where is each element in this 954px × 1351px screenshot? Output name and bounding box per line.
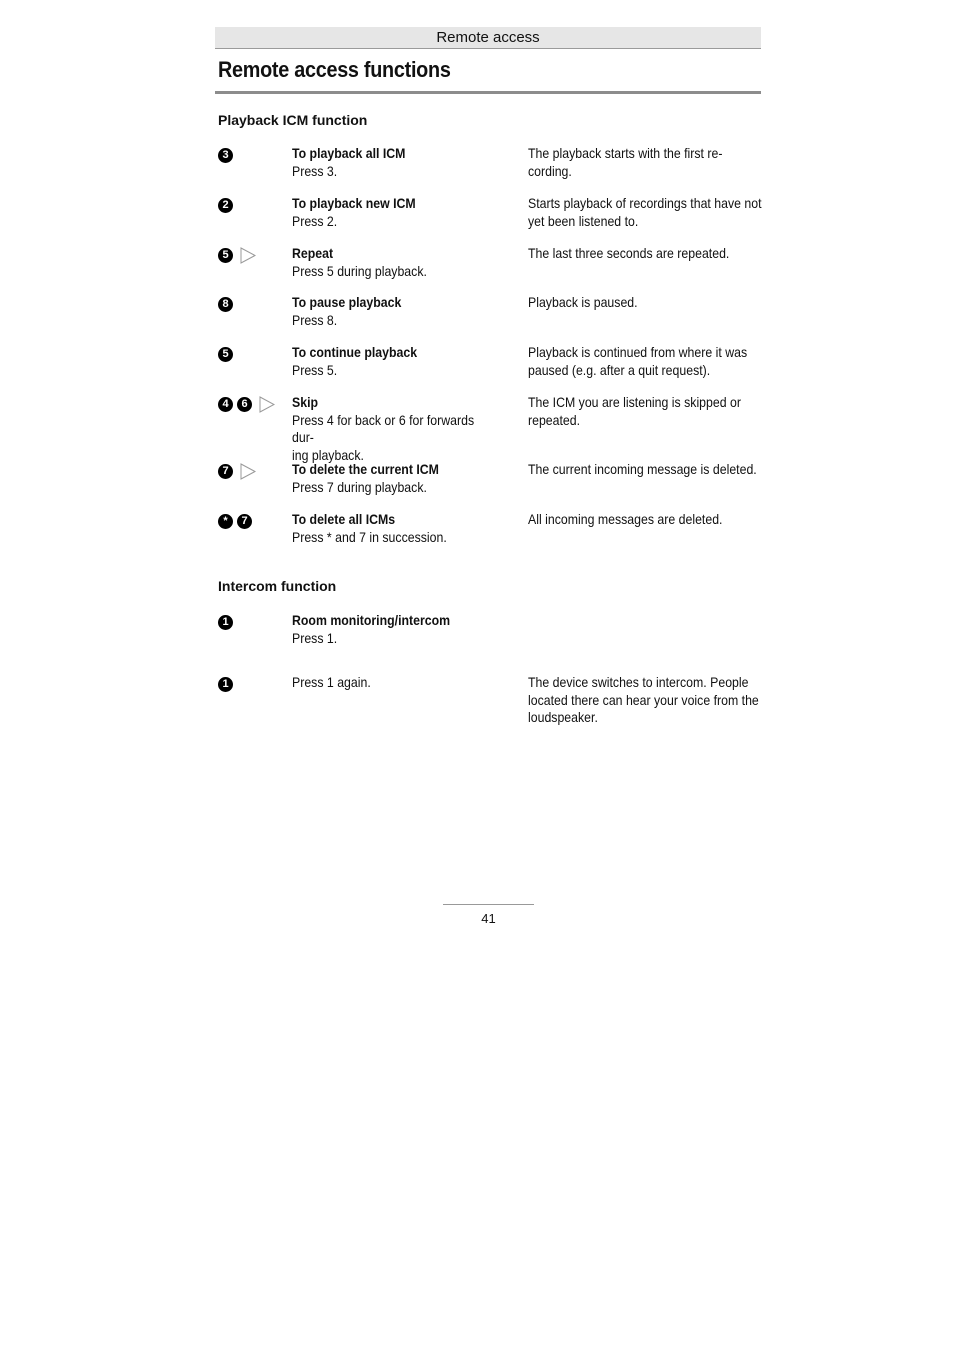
function-title: To continue playback [292,344,418,360]
function-result [528,294,764,312]
text-line: located there can hear your voice from the [528,691,759,708]
footer-divider [443,904,534,905]
title-divider [215,91,761,94]
text-line: paused (e.g. after a quit request). [528,361,711,378]
function-result [528,245,764,263]
function-result [528,674,764,727]
text-line: Press 1 again. [292,674,371,690]
key-6-icon: 6 [237,397,252,412]
function-result [528,511,764,529]
function-title: Room monitoring/intercom [292,612,451,628]
page-number: 41 [481,911,496,926]
text-line: Press 4 for back or 6 for forwards dur- [292,411,475,445]
function-action [292,461,487,496]
key-sequence [218,146,233,164]
function-result [528,145,764,180]
during-playback-arrow-icon [259,396,275,413]
key-sequence [218,462,256,480]
function-title: Repeat [292,245,334,261]
function-action [292,245,487,280]
text-line: The current incoming message is deleted. [528,461,757,477]
function-result [528,461,764,479]
function-action [292,145,487,180]
function-result [528,195,764,230]
key-5-icon: 5 [218,347,233,362]
text-line: Press 7 during playback. [292,478,427,495]
key-7-icon: 7 [218,464,233,479]
function-title: To delete the current ICM [292,461,439,477]
text-line: Press 8. [292,311,338,328]
intercom-section-heading: Intercom function [218,578,337,594]
key-sequence [218,196,233,214]
key-sequence [218,395,275,413]
playback-section-heading: Playback ICM function [218,112,368,128]
key-sequence [218,246,256,264]
during-playback-arrow-icon [240,463,256,480]
text-line: repeated. [528,411,581,428]
key-1-icon: 1 [218,615,233,630]
text-line: Press 5 during playback. [292,262,427,279]
page-title: Remote access functions [218,57,451,82]
text-line: loudspeaker. [528,709,598,725]
text-line: Press 5. [292,361,338,378]
running-header [215,27,761,49]
text-line: The device switches to intercom. People [528,674,749,690]
key-4-icon: 4 [218,397,233,412]
text-line: Press 2. [292,212,338,229]
during-playback-arrow-icon [240,247,256,264]
key-sequence [218,345,233,363]
text-line: The last three seconds are repeated. [528,245,730,261]
running-header-text: Remote access [436,29,540,46]
text-line: Playback is continued from where it was [528,344,748,360]
text-line: Playback is paused. [528,294,638,310]
function-title: To delete all ICMs [292,511,396,527]
key-sequence [218,512,252,530]
key-star-icon: * [218,514,233,529]
text-line: yet been listened to. [528,212,639,229]
function-title: Skip [292,394,319,410]
text-line: Press 3. [292,162,338,179]
text-line: Press 1. [292,629,338,646]
text-line: The ICM you are listening is skipped or [528,394,741,410]
function-title: To playback all ICM [292,145,406,161]
key-sequence [218,675,233,693]
key-8-icon: 8 [218,297,233,312]
text-line: Press * and 7 in succession. [292,528,447,545]
text-line: All incoming messages are deleted. [528,511,723,527]
function-action [292,674,487,692]
text-line: Starts playback of recordings that have not [528,195,762,211]
key-7-icon: 7 [237,514,252,529]
key-2-icon: 2 [218,198,233,213]
key-sequence [218,295,233,313]
function-result [528,394,764,429]
text-line: The playback starts with the first re- [528,145,723,161]
text-line: ing playback. [292,446,364,463]
text-line: cording. [528,162,572,179]
function-action [292,294,487,329]
function-title: To pause playback [292,294,402,310]
key-sequence [218,613,233,631]
function-title: To playback new ICM [292,195,416,211]
function-action [292,344,487,379]
key-3-icon: 3 [218,148,233,163]
function-action [292,612,487,647]
key-5-icon: 5 [218,248,233,263]
function-result [528,344,764,379]
function-action [292,195,487,230]
key-1-icon: 1 [218,677,233,692]
function-action [292,511,487,546]
function-action [292,394,487,464]
